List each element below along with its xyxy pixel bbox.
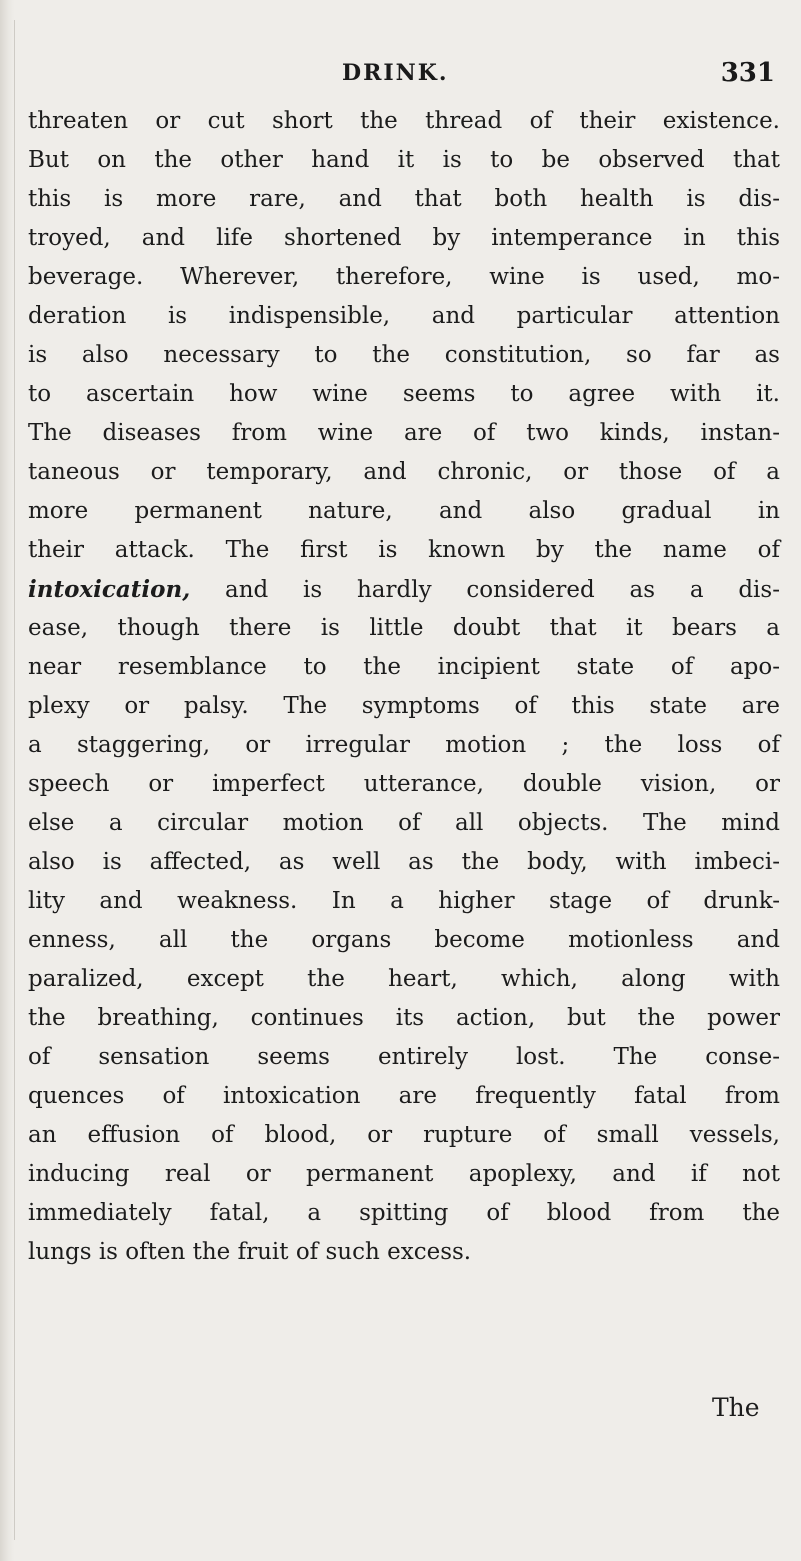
text-line-rest: and is hardly considered as a dis- xyxy=(190,577,780,603)
text-line: also is affected, as well as the body, with imbeci- xyxy=(28,849,780,875)
catchword: The xyxy=(712,1393,760,1422)
text-line: speech or imperfect utterance, double vision, or xyxy=(28,771,780,797)
gutter-edge xyxy=(14,20,15,1540)
text-line: their attack. The first is known by the name of xyxy=(28,537,780,563)
text-line: deration is indispensible, and particular attention xyxy=(28,303,780,329)
text-line: quences of intoxication are frequently fatal from xyxy=(28,1083,780,1109)
text-line: else a circular motion of all objects. The mind xyxy=(28,810,780,836)
text-line: The diseases from wine are of two kinds, instan- xyxy=(28,420,780,446)
text-line: is also necessary to the constitution, so far as xyxy=(28,342,780,368)
text-line: ease, though there is little doubt that it bears a xyxy=(28,615,780,641)
text-line: taneous or temporary, and chronic, or those of a xyxy=(28,459,780,485)
body-text xyxy=(28,102,780,1272)
text-line: beverage. Wherever, therefore, wine is used, mo- xyxy=(28,264,780,290)
italic-term: intoxication, xyxy=(28,576,191,603)
text-line: this is more rare, and that both health is dis- xyxy=(28,186,780,212)
text-line: troyed, and life shortened by intemperance in this xyxy=(28,225,780,251)
page-gutter xyxy=(0,0,14,1561)
text-line: lity and weakness. In a higher stage of drunk- xyxy=(28,888,780,914)
text-line: more permanent nature, and also gradual in xyxy=(28,498,780,524)
text-line: enness, all the organs become motionless and xyxy=(28,927,780,953)
text-line: a staggering, or irregular motion ; the loss of xyxy=(28,732,780,758)
text-line: to ascertain how wine seems to agree with it. xyxy=(28,381,780,407)
text-line: the breathing, continues its action, but the power xyxy=(28,1005,780,1031)
text-line: near resemblance to the incipient state of apo- xyxy=(28,654,780,680)
text-line: of sensation seems entirely lost. The conse- xyxy=(28,1044,780,1070)
running-head: DRINK. xyxy=(342,60,449,86)
text-line: paralized, except the heart, which, along with xyxy=(28,966,780,992)
text-line-final: lungs is often the fruit of such excess. xyxy=(28,1239,472,1265)
text-line: immediately fatal, a spitting of blood from the xyxy=(28,1200,780,1226)
text-line: an effusion of blood, or rupture of small vessels, xyxy=(28,1122,780,1148)
text-line: inducing real or permanent apoplexy, and if not xyxy=(28,1161,780,1187)
text-line: threaten or cut short the thread of their existence. xyxy=(28,108,780,134)
text-line: plexy or palsy. The symptoms of this state are xyxy=(28,693,780,719)
text-line: But on the other hand it is to be observed that xyxy=(28,147,780,173)
page-header xyxy=(0,58,801,98)
text-line-intoxication xyxy=(28,570,780,609)
page-number: 331 xyxy=(720,58,775,88)
